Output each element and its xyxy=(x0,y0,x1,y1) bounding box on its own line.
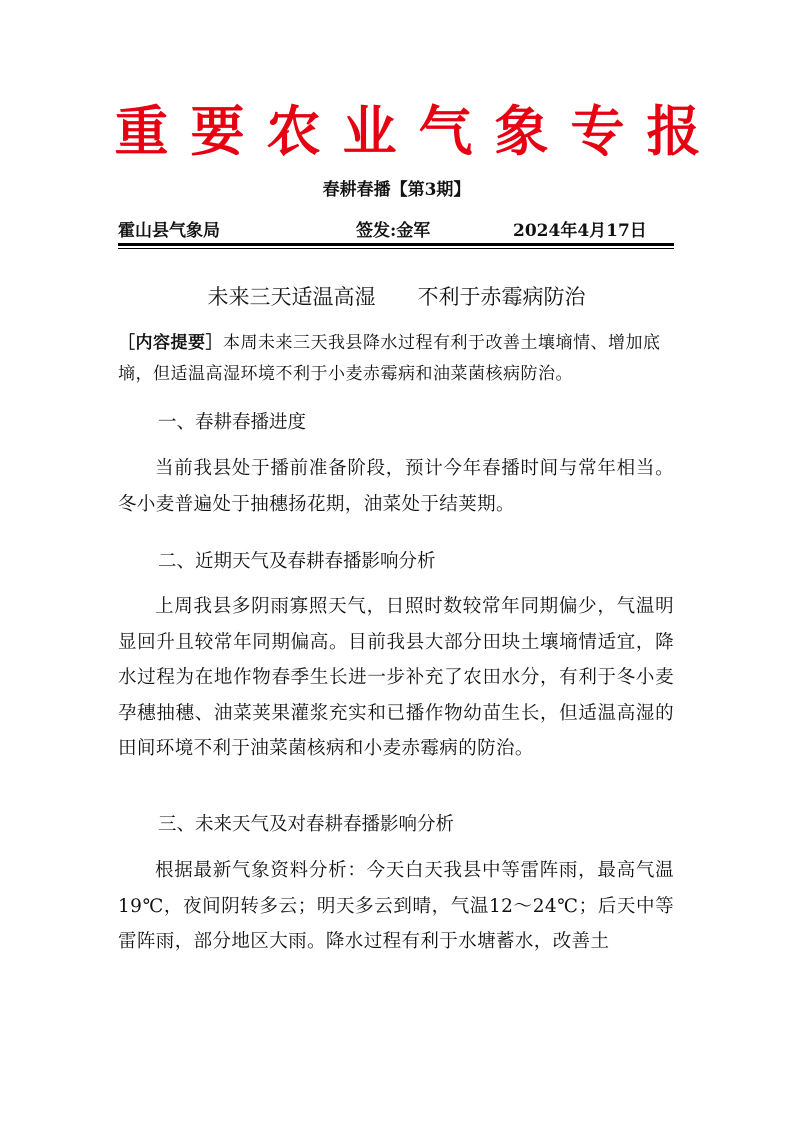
masthead-title: 重要农业气象专报 xyxy=(114,99,723,163)
header-divider-thick xyxy=(118,243,674,246)
signer: 签发:金军 xyxy=(356,221,431,241)
section-heading-3: 三、未来天气及对春耕春播影响分析 xyxy=(158,814,455,835)
headline: 未来三天适温高湿 不利于赤霉病防治 xyxy=(207,285,586,309)
summary-text: 本周未来三天我县降水过程有利于改善土壤墒情、增加底墒，但适温高湿环境不利于小麦赤霉病和油菜菌核病防治。 xyxy=(118,333,661,384)
section-heading-2: 二、近期天气及春耕春播影响分析 xyxy=(158,551,436,572)
issue-date: 2024年4月17日 xyxy=(513,221,647,241)
issuing-organization: 霍山县气象局 xyxy=(118,221,220,241)
section-body-1: 当前我县处于播前准备阶段，预计今年春播时间与常年相当。冬小麦普遍处于抽穗扬花期，油菜处于结荚期。 xyxy=(118,458,674,515)
content-summary xyxy=(118,328,674,390)
section-heading-1: 一、春耕春播进度 xyxy=(158,412,307,433)
header-divider-thin xyxy=(118,248,674,249)
summary-label: ［内容提要］ xyxy=(118,333,223,353)
section-body-2: 上周我县多阴雨寡照天气，日照时数较常年同期偏少，气温明显回升且较常年同期偏高。目前我县大部分田块土壤墒情适宜，降水过程为在地作物春季生长进一步补充了农田水分，有利于冬小麦孕穗抽穗、油菜荚果灌浆充实和已播作物幼苗生长，但适温高湿的田间环境不利于油菜菌核病和小麦赤霉病的防治。 xyxy=(118,596,674,759)
issue-number: 春耕春播【第3期】 xyxy=(322,180,471,200)
section-body-3: 根据最新气象资料分析：今天白天我县中等雷阵雨，最高气温19℃，夜间阴转多云；明天多云到晴，气温12～24℃；后天中等雷阵雨，部分地区大雨。降水过程有利于水塘蓄水，改善土 xyxy=(118,860,674,952)
